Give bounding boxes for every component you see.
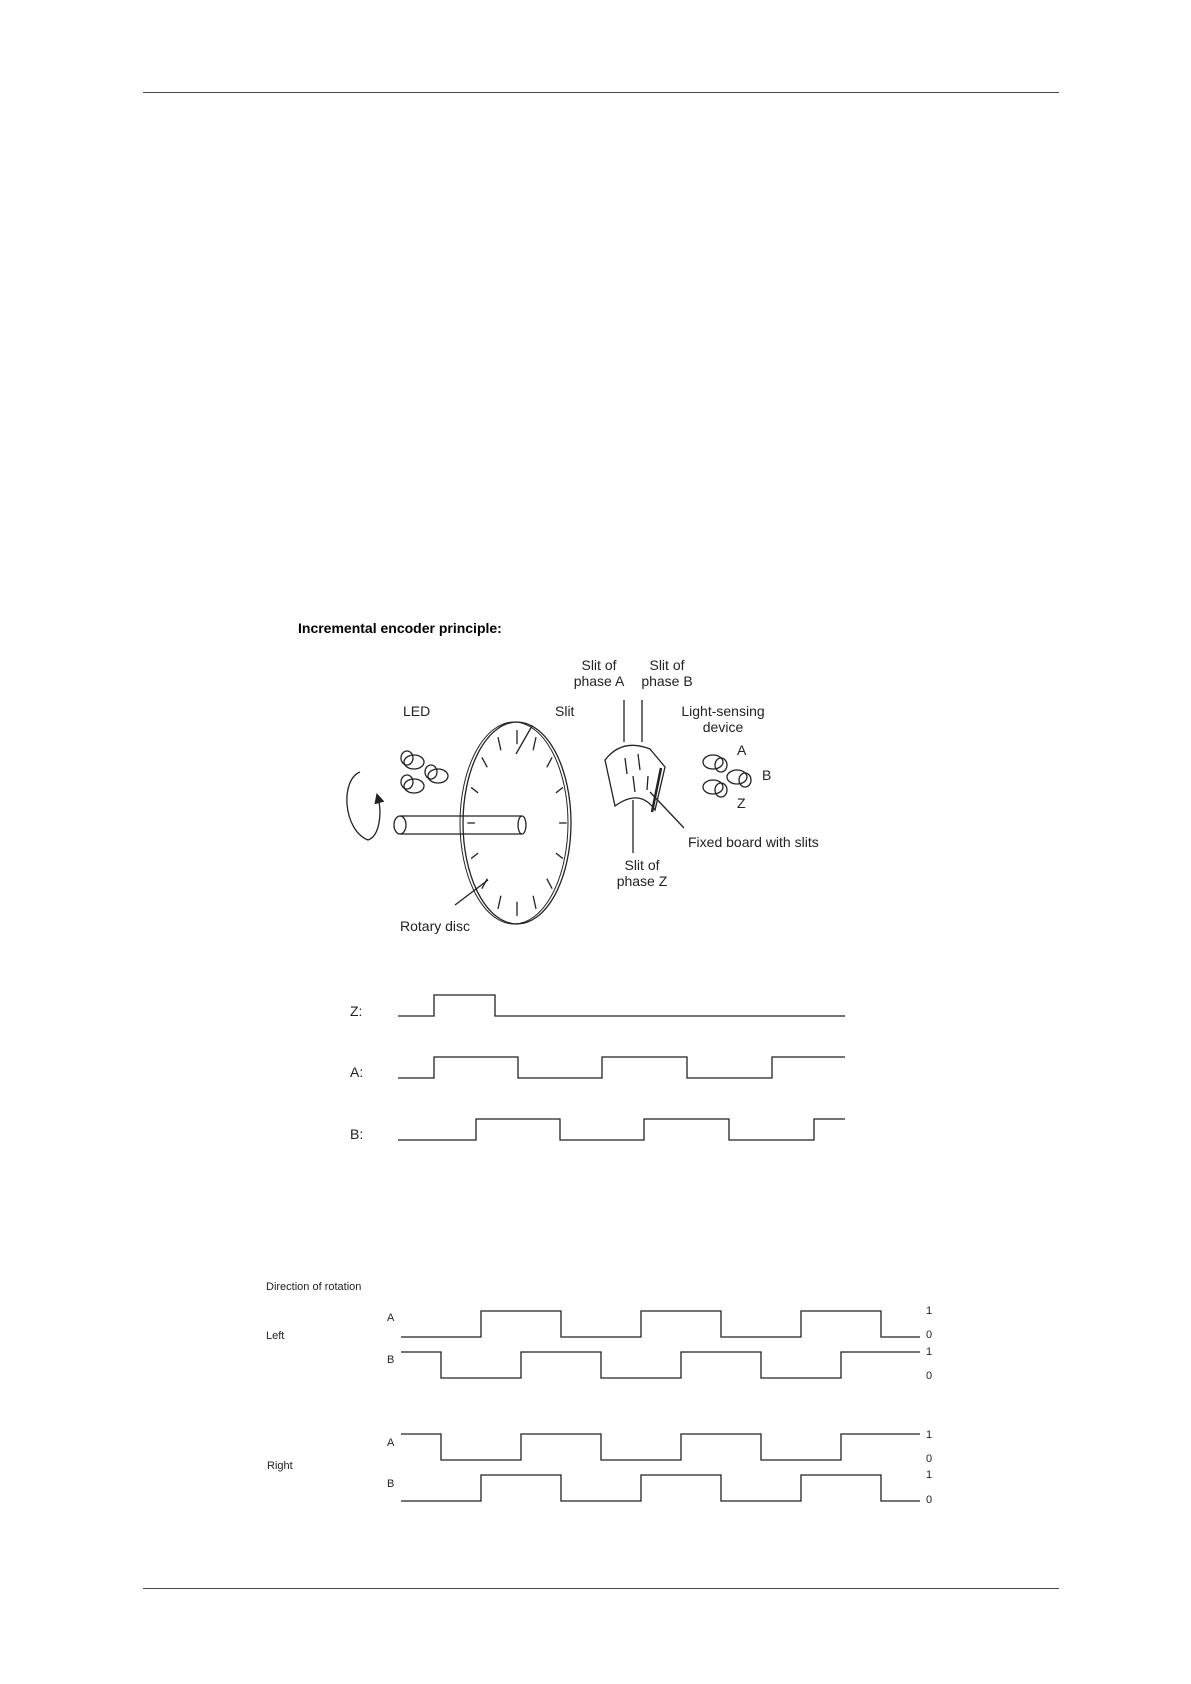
left-a-level-high: 1 xyxy=(926,1305,933,1317)
disc-slit xyxy=(482,757,487,767)
slit-phase-z-label-line1: Slit of xyxy=(624,857,660,873)
left-b-waveform xyxy=(401,1352,920,1378)
right-b-level-low: 0 xyxy=(926,1494,933,1506)
disc-slit xyxy=(471,853,478,858)
signal-z-waveform xyxy=(398,995,845,1016)
slit-phase-b-label-line1: Slit of xyxy=(649,657,685,673)
disc-slit xyxy=(556,853,563,858)
slit-label: Slit xyxy=(555,703,575,719)
sensor-a-label: A xyxy=(737,742,747,758)
disc-slit xyxy=(498,896,501,909)
rotary-disc-label: Rotary disc xyxy=(400,918,471,934)
figure-title: Incremental encoder principle: xyxy=(298,620,502,636)
disc-slit xyxy=(471,787,478,792)
left-b-level-low: 0 xyxy=(926,1370,933,1382)
signal-b-waveform xyxy=(398,1119,845,1140)
light-sensor-icon xyxy=(703,755,751,797)
led-icon xyxy=(401,751,448,793)
sensor-z-label: Z xyxy=(737,795,746,811)
right-channel-a-label: A xyxy=(387,1437,395,1449)
slit-phase-b-label-line2: phase B xyxy=(641,673,693,689)
signal-a-label: A: xyxy=(350,1064,364,1080)
left-b-level-high: 1 xyxy=(926,1346,933,1358)
right-a-level-high: 1 xyxy=(926,1429,933,1441)
signal-z-label: Z: xyxy=(350,1003,363,1019)
slit-phase-z-label-line2: phase Z xyxy=(616,873,668,889)
rotation-direction-waveforms xyxy=(401,1311,920,1501)
rotation-right-label: Right xyxy=(267,1460,293,1472)
disc-slit xyxy=(498,737,501,750)
left-a-level-low: 0 xyxy=(926,1329,933,1341)
disc-slit xyxy=(533,737,536,750)
light-sensing-label-line2: device xyxy=(702,719,744,735)
fixed-board xyxy=(605,745,665,812)
rotation-arrow-icon xyxy=(347,772,380,840)
signal-b-label: B: xyxy=(350,1126,364,1142)
rotation-left-label: Left xyxy=(266,1330,285,1342)
slit-phase-a-label-line1: Slit of xyxy=(581,657,617,673)
slit-leader xyxy=(516,726,532,754)
encoder-signal-waveforms xyxy=(398,995,845,1140)
disc-slit xyxy=(547,757,552,767)
led-group xyxy=(401,703,448,793)
led-label: LED xyxy=(403,703,431,719)
right-channel-b-label: B xyxy=(387,1478,395,1490)
fixed-board-label: Fixed board with slits xyxy=(688,834,819,850)
disc-slit xyxy=(547,879,552,889)
right-a-waveform xyxy=(401,1434,920,1460)
left-channel-b-label: B xyxy=(387,1354,395,1366)
right-b-waveform xyxy=(401,1475,920,1501)
disc-slits xyxy=(467,730,566,916)
sensor-b-label: B xyxy=(762,767,772,783)
left-a-waveform xyxy=(401,1311,920,1337)
right-a-level-low: 0 xyxy=(926,1453,933,1465)
slit-phase-a-label-line2: phase A xyxy=(573,673,625,689)
level-markers xyxy=(926,1305,932,1506)
rotation-heading: Direction of rotation xyxy=(266,1281,362,1293)
signal-a-waveform xyxy=(398,1057,845,1078)
disc-slit xyxy=(556,787,563,792)
disc-slit xyxy=(533,896,536,909)
right-b-level-high: 1 xyxy=(926,1469,933,1481)
rotary-disc xyxy=(460,722,571,924)
light-sensing-label-line1: Light-sensing xyxy=(681,703,765,719)
left-channel-a-label: A xyxy=(387,1312,395,1324)
